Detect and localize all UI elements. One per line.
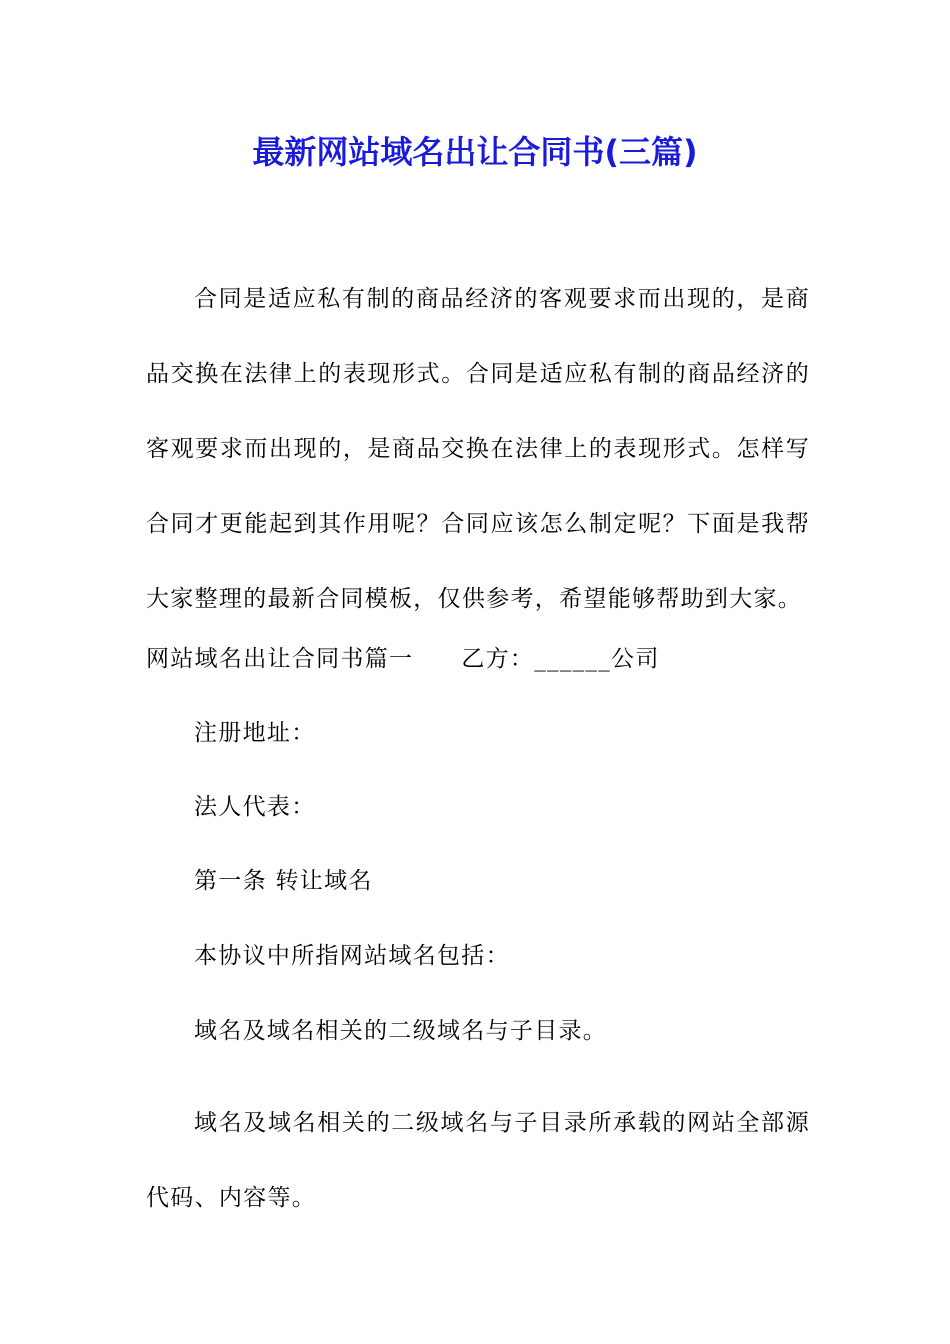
item-one: 域名及域名相关的二级域名与子目录。 (194, 1018, 608, 1044)
section-heading: 网站域名出让合同书篇一 (146, 646, 414, 672)
party-b-blank: ______ (534, 646, 612, 672)
item-two: 域名及域名相关的二级域名与子目录所承载的网站全部源代码、内容等。 (146, 1110, 810, 1211)
document-title: 最新网站域名出让合同书(三篇) (252, 133, 698, 171)
scope-intro: 本协议中所指网站域名包括： (194, 943, 510, 969)
party-b-suffix: 公司 (611, 646, 660, 672)
registered-address: 注册地址： (194, 720, 316, 746)
article-one-heading: 第一条 转让域名 (194, 868, 373, 894)
legal-representative: 法人代表： (194, 794, 316, 820)
party-b-label: 乙方： (461, 646, 535, 672)
section-heading-line (146, 639, 660, 679)
intro-paragraph: 合同是适应私有制的商品经济的客观要求而出现的，是商品交换在法律上的表现形式。合同是适应私有制的商品经济的客观要求而出现的，是商品交换在法律上的表现形式。怎样写合同才更能起到其作用呢？合同应该怎么制定呢？下面是我帮大家整理的最新合同模板，仅供参考，希望能够帮助到大家。 (146, 286, 810, 612)
